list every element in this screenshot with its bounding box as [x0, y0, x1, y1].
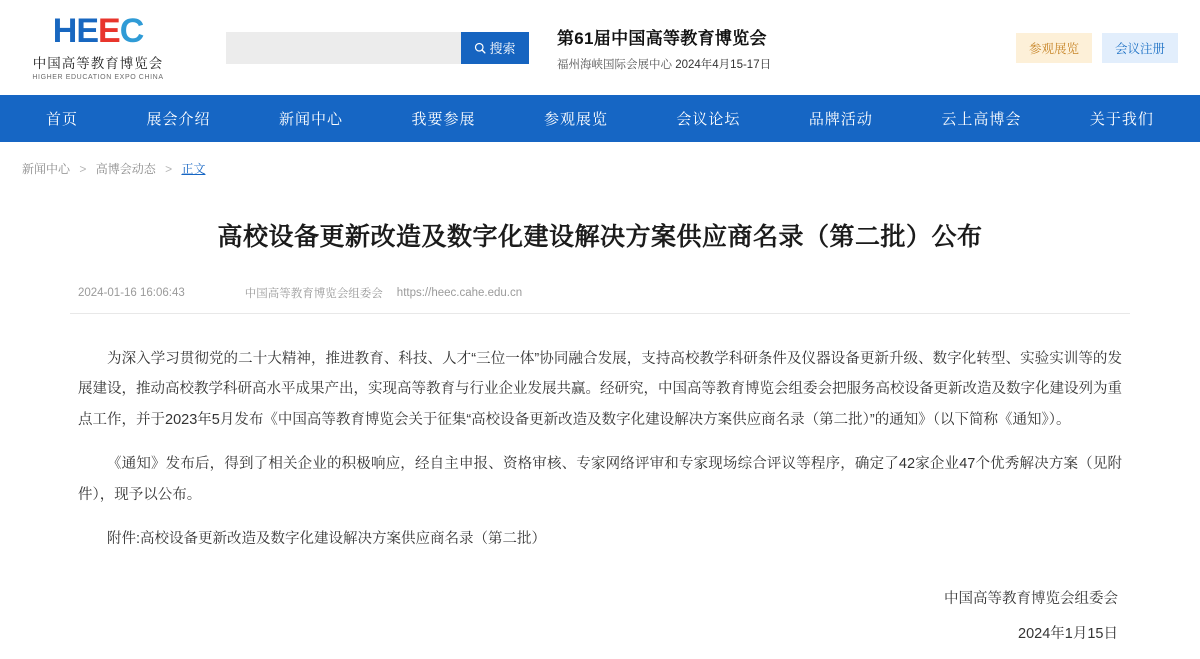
expo-date: 2024年4月15-17日: [675, 58, 772, 71]
main-navigation: [0, 95, 1200, 142]
search-icon: [474, 42, 486, 54]
breadcrumb-item-expo-news[interactable]: 高博会动态: [95, 162, 156, 176]
search-input[interactable]: [226, 32, 461, 64]
logo-letter-e1: E: [76, 12, 98, 50]
nav-item-online-expo[interactable]: 云上高博会: [941, 111, 1022, 128]
logo-letter-c: C: [119, 12, 144, 50]
search-button[interactable]: [461, 32, 529, 64]
article-attachment[interactable]: 附件:高校设备更新改造及数字化建设解决方案供应商名录（第二批）: [107, 530, 547, 547]
site-header: [0, 0, 1200, 95]
breadcrumb: [0, 142, 1200, 177]
header-actions: [1016, 33, 1178, 63]
article: [70, 177, 1130, 649]
signature-date: 2024年1月15日: [1018, 625, 1118, 642]
article-meta: [70, 285, 1130, 314]
breadcrumb-item-current[interactable]: 正文: [181, 162, 206, 176]
article-body: [70, 344, 1130, 555]
nav-item-expo-intro[interactable]: 展会介绍: [146, 111, 211, 128]
logo-letters: [53, 14, 144, 48]
nav-item-forum[interactable]: 会议论坛: [676, 111, 741, 128]
article-source: 中国高等教育博览会组委会: [244, 287, 383, 300]
search-button-label: 搜索: [489, 41, 516, 56]
nav-item-brand-event[interactable]: 品牌活动: [808, 111, 873, 128]
expo-title: 第61届中国高等教育博览会: [557, 28, 767, 48]
breadcrumb-item-news-center[interactable]: 新闻中心: [22, 162, 71, 176]
nav-item-exhibit[interactable]: 我要参展: [411, 111, 476, 128]
page-title: 高校设备更新改造及数字化建设解决方案供应商名录（第二批）公布: [217, 222, 983, 251]
logo-letter-e2: E: [98, 12, 120, 50]
article-paragraph-2: 《通知》发布后，得到了相关企业的积极响应，经自主申报、资格审核、专家网络评审和专家现场综合评议等程序，确定了42家企业47个优秀解决方案（见附件），现予以公布。: [78, 456, 1122, 503]
conference-register-button[interactable]: 会议注册: [1102, 33, 1178, 63]
expo-subinfo: [557, 56, 1016, 72]
logo-chinese-name: 中国高等教育博览会: [32, 56, 164, 71]
nav-item-home[interactable]: 首页: [46, 111, 79, 128]
article-timestamp: 2024-01-16 16:06:43: [78, 286, 185, 299]
logo-english-name: HIGHER EDUCATION EXPO CHINA: [32, 74, 164, 81]
breadcrumb-separator-1: >: [79, 162, 87, 176]
logo-letter-h: H: [52, 12, 77, 50]
nav-item-news-center[interactable]: 新闻中心: [278, 111, 343, 128]
article-url: https://heec.cahe.edu.cn: [396, 286, 523, 299]
expo-venue: 福州海峡国际会展中心: [557, 58, 672, 71]
article-signature: [70, 584, 1130, 649]
site-logo[interactable]: [18, 14, 178, 81]
nav-item-about-us[interactable]: 关于我们: [1089, 111, 1154, 128]
article-paragraph-1: 为深入学习贯彻党的二十大精神，推进教育、科技、人才“三位一体”协同融合发展，支持高校教学科研条件及仪器设备更新升级、数字化转型、实验实训等的发展建设，推动高校教学科研高水平成果产出，实现高等教育与行业企业发展共赢。经研究，中国高等教育博览会组委会把服务高校设备更新改造及数字化建设列为重点工作，并于2023年5月发布《中国高等教育博览会关于征集“高校设备更新改造及数字化建设解决方案供应商名录（第二批）”的通知》（以下简称《通知》）。: [78, 350, 1122, 428]
visit-expo-button[interactable]: 参观展览: [1016, 33, 1092, 63]
search-bar: [226, 32, 529, 64]
breadcrumb-separator-2: >: [165, 162, 173, 176]
nav-item-visit[interactable]: 参观展览: [543, 111, 608, 128]
signature-organization: 中国高等教育博览会组委会: [944, 591, 1118, 608]
expo-info: [557, 24, 1016, 72]
